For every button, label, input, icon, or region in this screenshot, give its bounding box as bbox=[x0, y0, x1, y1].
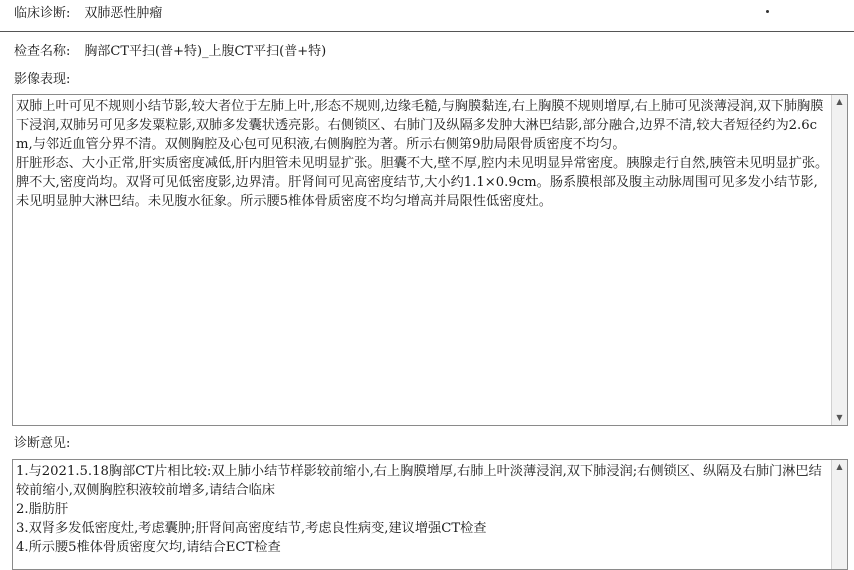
exam-name-value: 胸部CT平扫(普+特)_上腹CT平扫(普+特) bbox=[84, 44, 327, 59]
imaging-findings-label: 影像表现: bbox=[14, 72, 71, 87]
clinical-diagnosis-row bbox=[14, 6, 162, 22]
scroll-up-arrow-icon[interactable]: ▲ bbox=[836, 462, 843, 471]
imaging-findings-textarea[interactable] bbox=[12, 94, 848, 426]
clinical-diagnosis-value: 双肺恶性肿瘤 bbox=[84, 6, 163, 21]
imaging-findings-text: 双肺上叶可见不规则小结节影,较大者位于左肺上叶,形态不规则,边缘毛糙,与胸膜黏连,右上胸膜不规则增厚,右上肺可见淡薄浸润,双下肺胸膜下浸润,双肺另可见多发粟粒影,双肺多发囊状透亮影。右侧锁区、右肺门及纵隔多发肿大淋巴结影,部分融合,边界不清,较大者短径约为2.6cm,与邻近血管分界不清。双侧胸腔及心包可见积液,右侧胸腔为著。所示右侧第9肋局限骨质密度不均匀。 肝脏形态、大小正常,肝实质密度减低,肝内胆管未见明显扩张。胆囊不大,壁不厚,腔内未见明显异常密度。胰腺走行自然,胰管未见明显扩张。脾不大,密度尚均。双肾可见低密度影,边界清。肝肾间可见高密度结节,大小约1.1×0.9cm。肠系膜根部及腹主动脉周围可见多发小结节影,未见明显肿大淋巴结。未见腹水征象。所示腰5椎体骨质密度不均匀增高并局限性低密度灶。 bbox=[16, 99, 829, 209]
diagnosis-opinion-textarea[interactable] bbox=[12, 459, 848, 570]
diagnosis-opinion-text: 1.与2021.5.18胸部CT片相比较:双上肺小结节样影较前缩小,右上胸膜增厚,右肺上叶淡薄浸润,双下肺浸润;右侧锁区、纵隔及右肺门淋巴结较前缩小,双侧胸腔积液较前增多,请结合临床 2.脂肪肝 3.双肾多发低密度灶,考虑囊肿;肝肾间高密度结节,考虑良性病变,建议增强CT检查 4.所示腰5椎体骨质密度欠均,请结合ECT检查 bbox=[16, 464, 822, 555]
speck-mark bbox=[766, 10, 769, 13]
diagnosis-opinion-label: 诊断意见: bbox=[14, 436, 71, 451]
exam-name-row bbox=[14, 44, 326, 60]
scroll-down-arrow-icon[interactable]: ▼ bbox=[836, 413, 843, 422]
opinion-scrollbar[interactable] bbox=[831, 460, 847, 569]
scroll-up-arrow-icon[interactable]: ▲ bbox=[836, 97, 843, 106]
exam-name-label: 检查名称: bbox=[14, 44, 71, 59]
header-divider bbox=[0, 31, 854, 32]
clinical-diagnosis-label: 临床诊断: bbox=[14, 6, 71, 21]
imaging-scrollbar[interactable] bbox=[831, 95, 847, 425]
